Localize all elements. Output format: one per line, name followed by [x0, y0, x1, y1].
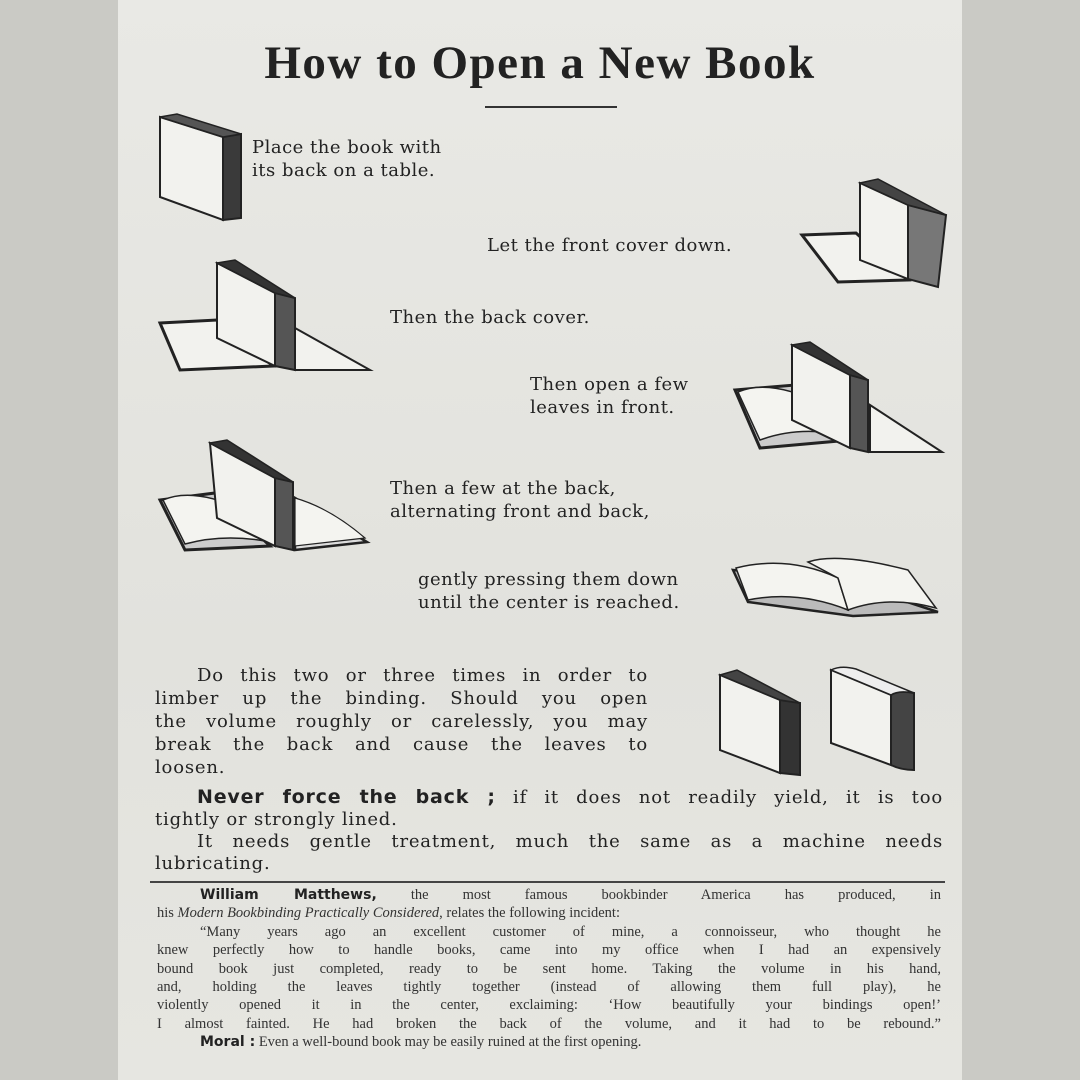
title-underline	[485, 106, 617, 108]
step-6-text: gently pressing them down until the center is reached.	[418, 569, 680, 613]
never-force-paragraph: Never force the back ; if it does not readily yield, it is too tightly or strongly lined. It needs gentle treatment, much the same as a machine needs lubricating.	[155, 786, 943, 874]
step-3-text: Then the back cover.	[390, 307, 590, 328]
step-1-text: Place the book with its back on a table.	[252, 137, 442, 181]
closed-book-illustration	[155, 112, 250, 224]
step-5-text: Then a few at the back, alternating front and back,	[390, 478, 650, 522]
back-leaves-open-illustration	[155, 438, 375, 556]
closed-book-rounded-illustration	[826, 665, 921, 777]
anecdote-footnote: William Matthews, the most famous bookbinder America has produced, in his Modern Bookbinding Practically Considered, relates the following incident: “Many years ago an excellent customer of mine, a connoisseur, who thought he knew perfectly how to handle books, came into my office when I had an expensively bound book just completed, ready to be sent home. Taking the volume in his hand, and, holding the leaves tightly together (instead of allowing them full play), he violently opened it in the center, exclaiming: ‘How beautifully your bindings open!’ I almost fainted. He had broken the back of the volume, and it had to be rebound.” Moral : Even a well-bound book may be easily ruined at the first opening.	[157, 887, 941, 1051]
book-title: Modern Bookbinding Practically Considered	[177, 905, 440, 922]
back-cover-down-illustration	[155, 258, 377, 376]
open-book-illustration	[728, 550, 943, 622]
never-force-emphasis: Never force the back ;	[197, 786, 496, 808]
front-leaves-open-illustration	[730, 340, 948, 458]
page-title: How to Open a New Book	[264, 37, 816, 89]
step-2-text: Let the front cover down.	[487, 235, 733, 256]
section-divider	[150, 881, 945, 883]
step-4-text: Then open a few leaves in front.	[530, 374, 689, 418]
closed-book-spine-illustration	[715, 665, 805, 780]
instruction-paragraph: Do this two or three times in order to limber up the binding. Should you open the volume roughly or carelessly, you may break the back and cause the leaves to loosen.	[155, 665, 648, 778]
front-cover-down-illustration	[798, 175, 953, 293]
